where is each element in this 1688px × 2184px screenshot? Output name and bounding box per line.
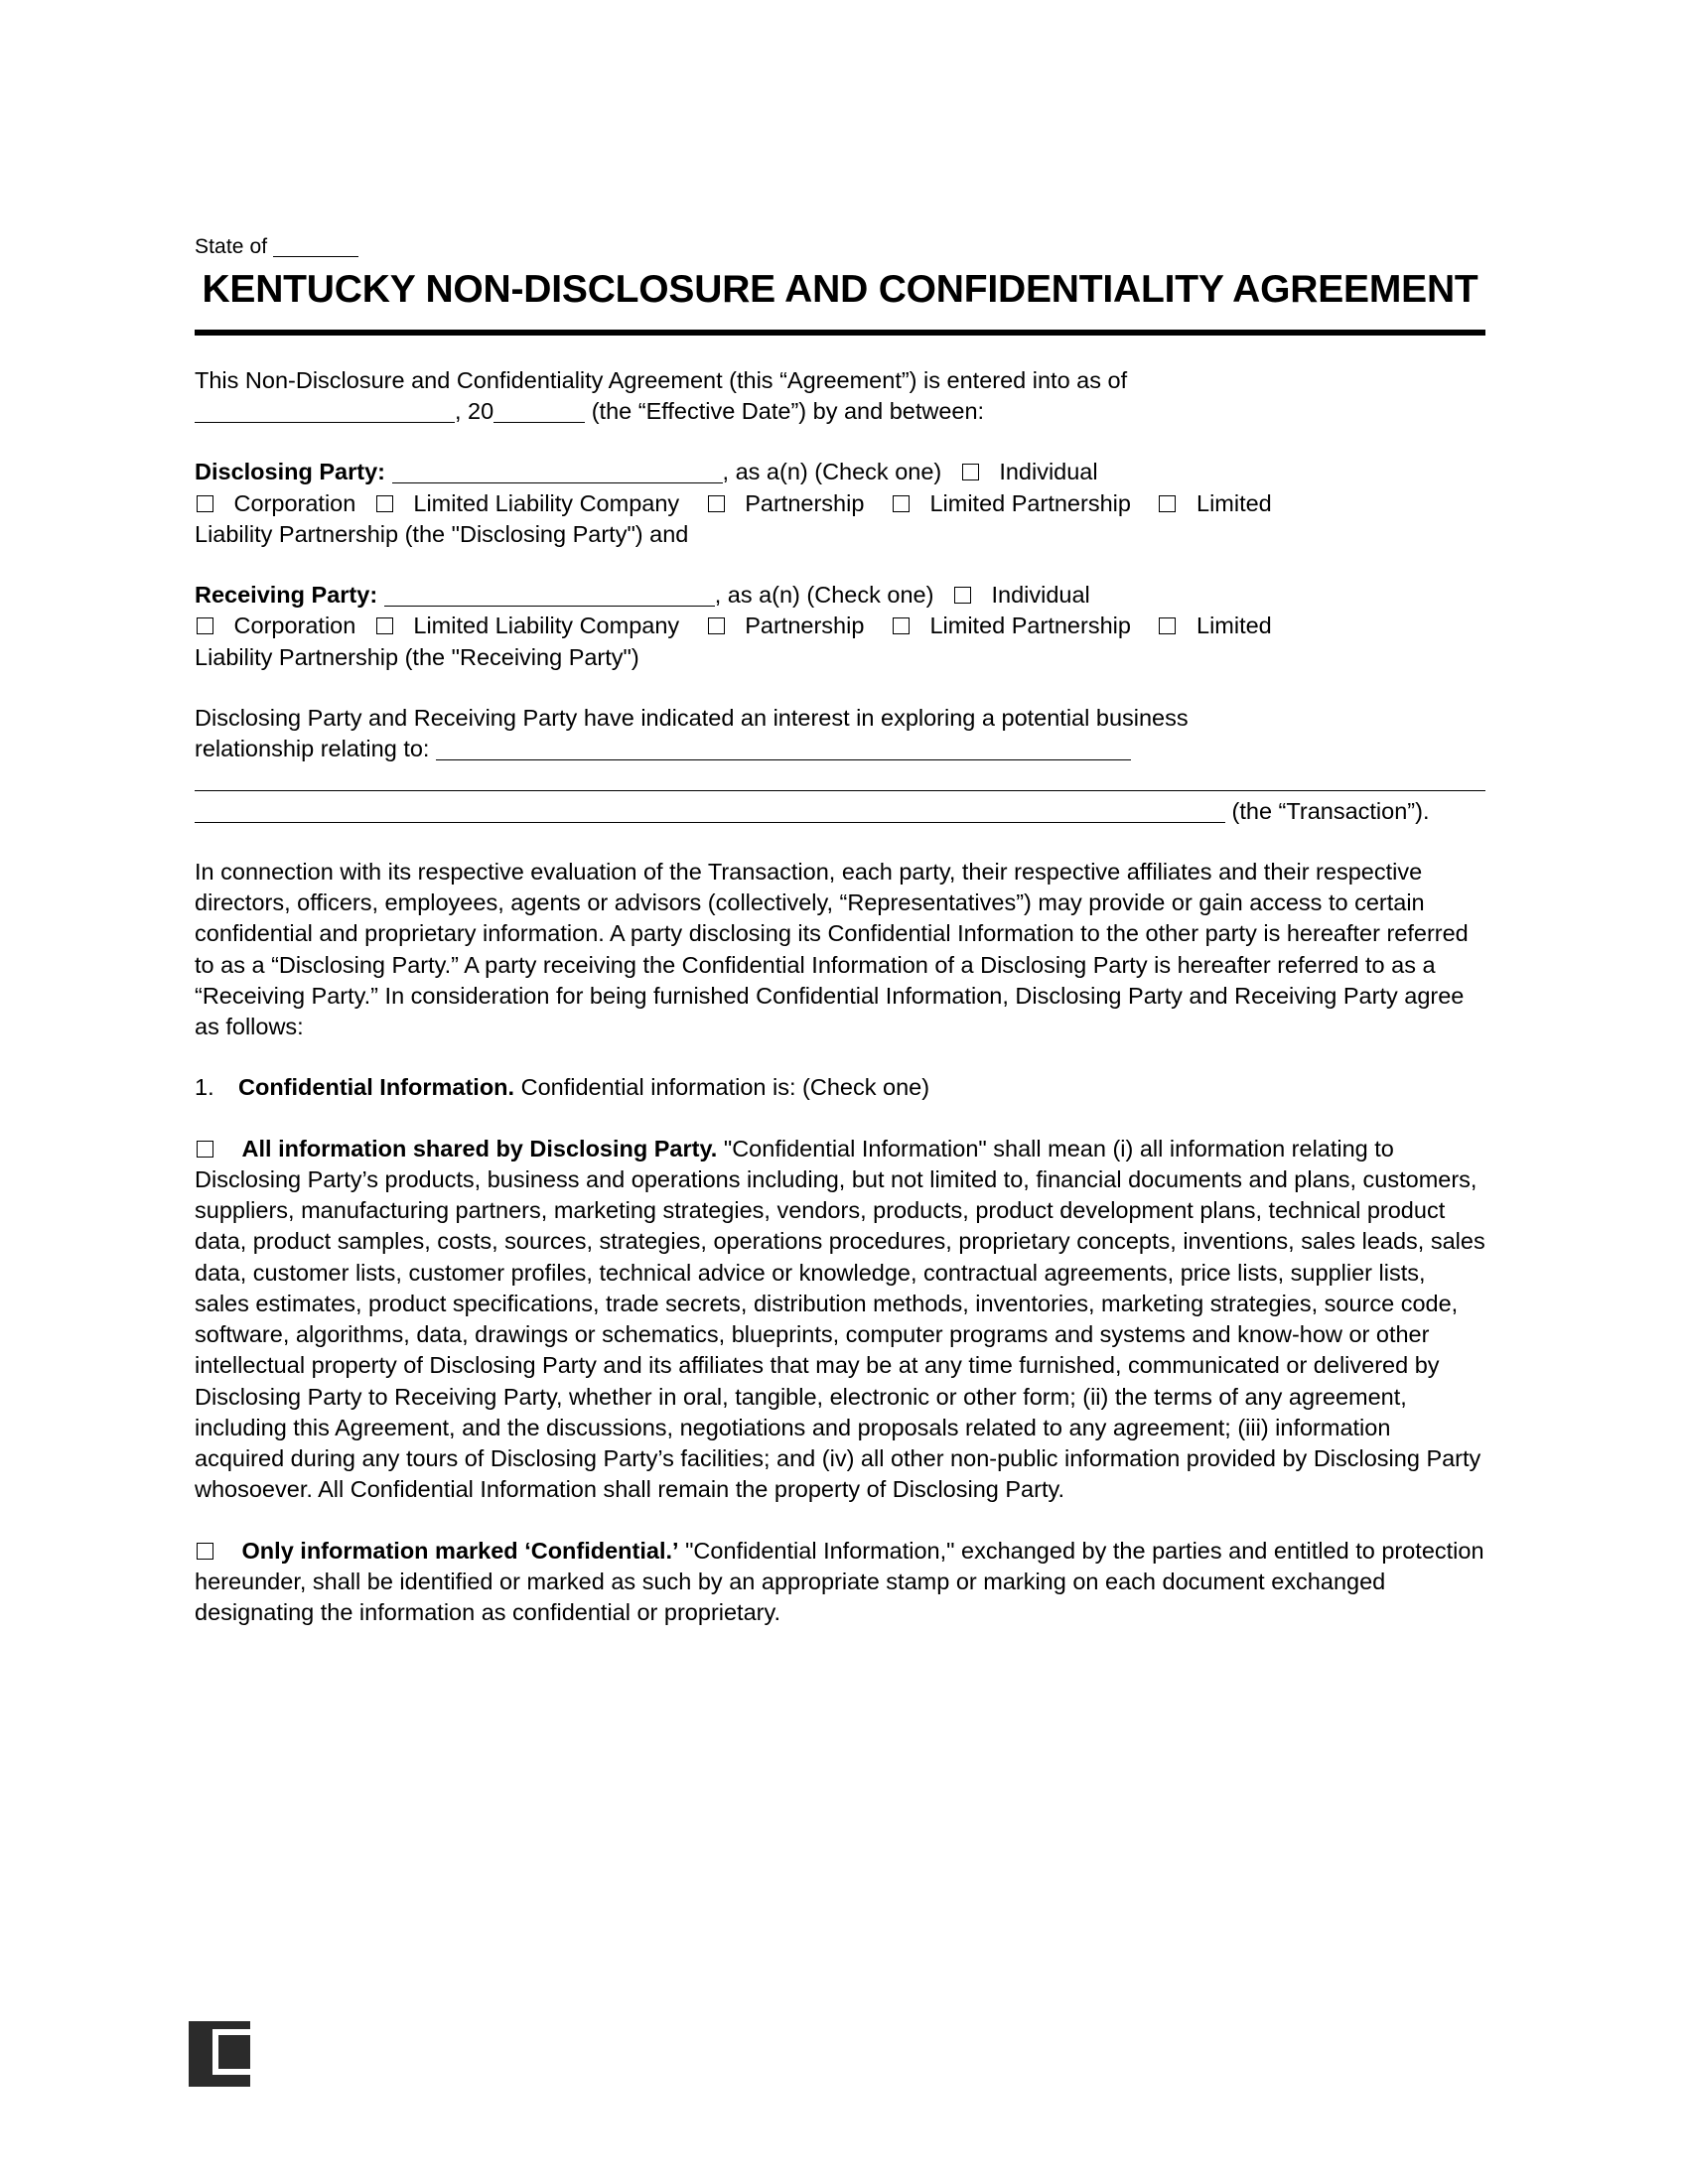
transaction-block <box>195 703 1485 827</box>
state-of-line <box>195 234 1485 260</box>
intro-text-part1: This Non-Disclosure and Confidentiality Agreement (this “Agreement”) is entered into as of <box>195 366 1128 393</box>
option-b-body: "Confidential Information," exchanged by the parties and entitled to protection hereunder, shall be identified or marked as such by an appropriate stamp or marking on each document exchanged designating the information as confidential or proprietary. <box>195 1537 1484 1626</box>
receiving-party-block <box>195 580 1485 673</box>
label-receiving-llp-2: Liability Partnership (the "Receiving Party") <box>195 643 639 670</box>
label-receiving-lp: Limited Partnership <box>929 613 1131 639</box>
title-divider <box>195 330 1485 336</box>
section-1-lead: Confidential information is: (Check one) <box>514 1074 930 1101</box>
intro-paragraph <box>195 365 1485 428</box>
label-disclosing-corporation: Corporation <box>233 489 356 516</box>
checkbox-receiving-corporation[interactable] <box>197 617 213 634</box>
checkbox-disclosing-llp[interactable] <box>1159 495 1176 512</box>
effective-year-blank[interactable] <box>493 422 585 423</box>
transaction-line2-prefix: relationship relating to: <box>195 736 430 762</box>
checkbox-receiving-lp[interactable] <box>893 617 910 634</box>
label-disclosing-llp-2: Liability Partnership (the "Disclosing Party") and <box>195 520 689 547</box>
effective-date-blank[interactable] <box>195 422 455 423</box>
receiving-party-after-blank: , as a(n) (Check one) <box>714 582 934 609</box>
legal-templates-logo-icon <box>189 2021 250 2087</box>
checkbox-receiving-llc[interactable] <box>376 617 393 634</box>
disclosing-party-block <box>195 457 1485 550</box>
state-of-label: State of <box>195 235 268 258</box>
state-blank[interactable] <box>273 256 358 257</box>
checkbox-disclosing-individual[interactable] <box>962 464 979 480</box>
transaction-closing: (the “Transaction”). <box>1231 797 1430 824</box>
option-a-heading: All information shared by Disclosing Party. <box>241 1135 718 1161</box>
document-body <box>195 234 1485 1628</box>
label-disclosing-lp: Limited Partnership <box>929 489 1131 516</box>
label-disclosing-individual: Individual <box>999 459 1098 485</box>
transaction-blank-3[interactable] <box>195 822 1225 823</box>
label-disclosing-partnership: Partnership <box>745 489 865 516</box>
checkbox-receiving-llp[interactable] <box>1159 617 1176 634</box>
transaction-blank-2[interactable] <box>195 790 1485 791</box>
checkbox-disclosing-lp[interactable] <box>893 495 910 512</box>
section-1-option-a <box>195 1134 1485 1506</box>
label-receiving-llc: Limited Liability Company <box>413 613 680 639</box>
intro-text-part3: (the “Effective Date”) by and between: <box>585 398 985 425</box>
checkbox-only-marked-confidential[interactable] <box>197 1543 213 1560</box>
label-receiving-llp-1: Limited <box>1196 613 1272 639</box>
section-1-option-b <box>195 1536 1485 1629</box>
receiving-party-name-blank[interactable] <box>384 606 715 607</box>
intro-text-part2: , 20 <box>455 398 494 425</box>
label-receiving-partnership: Partnership <box>745 613 865 639</box>
checkbox-disclosing-llc[interactable] <box>376 495 393 512</box>
disclosing-party-label: Disclosing Party: <box>195 459 385 485</box>
option-a-body: "Confidential Information" shall mean (i) all information relating to Disclosing Party’s products, business and operations including, but not limited to, financial documents and plans, customers, suppliers, manufacturing partners, marketing strategies, vendors, products, product development plans, technical product data, product samples, costs, sources, strategies, operations procedures, proprietary concepts, inventions, sales leads, sales data, customer lists, customer profiles, technical advice or knowledge, contractual agreements, price lists, supplier lists, sales estimates, product specifications, trade secrets, distribution methods, inventories, marketing strategies, source code, software, algorithms, data, drawings or schematics, blueprints, computer programs and systems and know-how or other intellectual property of Disclosing Party and its affiliates that may be at any time furnished, communicated or delivered by Disclosing Party to Receiving Party, whether in oral, tangible, electronic or other form; (ii) the terms of any agreement, including this Agreement, and the discussions, negotiations and proposals related to any agreement; (iii) information acquired during any tours of Disclosing Party’s facilities; and (iv) all other non-public information provided by Disclosing Party whosoever. All Confidential Information shall remain the property of Disclosing Party. <box>195 1135 1485 1503</box>
disclosing-party-after-blank: , as a(n) (Check one) <box>722 459 942 485</box>
transaction-line1: Disclosing Party and Receiving Party have indicated an interest in exploring a potential business <box>195 704 1189 731</box>
checkbox-receiving-partnership[interactable] <box>708 617 725 634</box>
checkbox-receiving-individual[interactable] <box>954 587 971 604</box>
checkbox-disclosing-partnership[interactable] <box>708 495 725 512</box>
checkbox-all-information-shared[interactable] <box>197 1141 213 1158</box>
option-b-heading: Only information marked ‘Confidential.’ <box>241 1537 679 1564</box>
label-receiving-individual: Individual <box>991 582 1090 609</box>
label-disclosing-llp-1: Limited <box>1196 489 1272 516</box>
recitals-paragraph: In connection with its respective evaluation of the Transaction, each party, their respective affiliates and their respective directors, officers, employees, agents or advisors (collectively, “Representatives”) may provide or gain access to certain confidential and proprietary information. A party disclosing its Confidential Information to the other party is hereafter referred to as a “Disclosing Party.” A party receiving the Confidential Information of a Disclosing Party is hereafter referred to as a “Receiving Party.” In consideration for being furnished Confidential Information, Disclosing Party and Receiving Party agree as follows: <box>195 858 1469 1040</box>
transaction-blank-1[interactable] <box>436 759 1131 760</box>
section-1-heading-line <box>195 1072 1485 1103</box>
checkbox-disclosing-corporation[interactable] <box>197 495 213 512</box>
section-1-heading: Confidential Information. <box>238 1074 515 1101</box>
page-title: KENTUCKY NON-DISCLOSURE AND CONFIDENTIALITY AGREEMENT <box>202 268 1478 312</box>
label-receiving-corporation: Corporation <box>233 613 356 639</box>
label-disclosing-llc: Limited Liability Company <box>413 489 680 516</box>
section-1-number: 1. <box>195 1074 214 1101</box>
disclosing-party-name-blank[interactable] <box>392 482 723 483</box>
receiving-party-label: Receiving Party: <box>195 582 378 609</box>
